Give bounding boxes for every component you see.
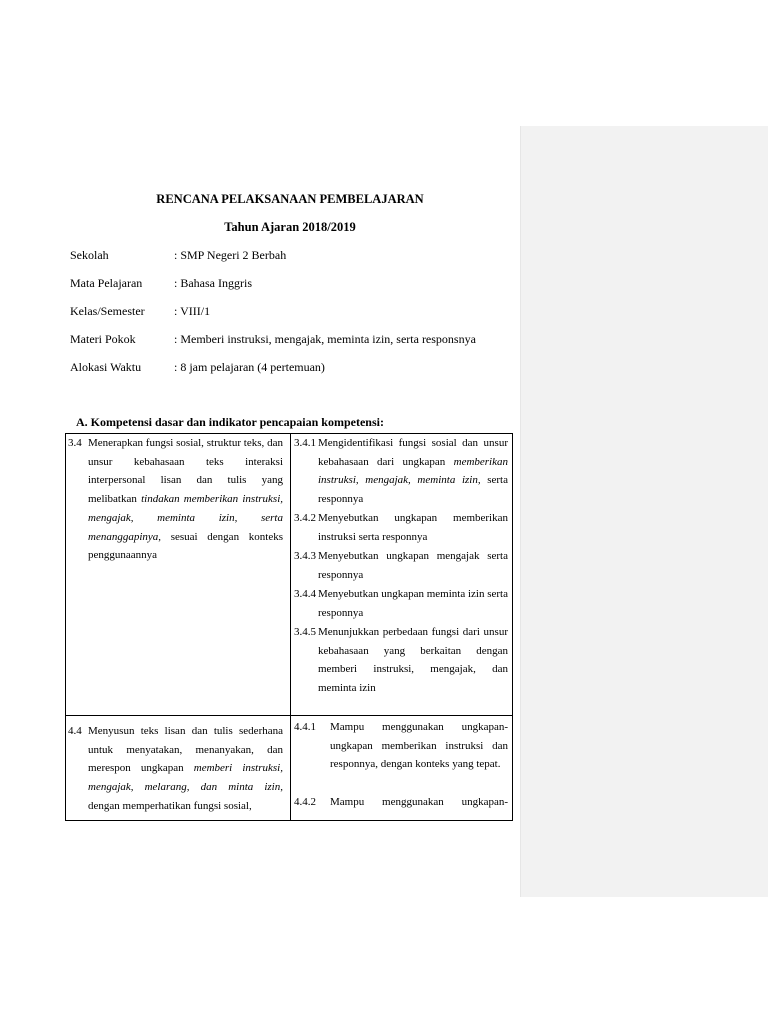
indicator-number: 4.4.2	[294, 796, 316, 808]
comment-pane	[520, 126, 768, 897]
info-value: : VIII/1	[174, 304, 211, 318]
indicator-text: Menyebutkan ungkapan mengajak serta responnya	[318, 550, 508, 581]
table-column-divider	[290, 434, 291, 820]
kd-text-italic: memberi instruksi, mengajak, melarang, dan minta izin	[88, 762, 283, 794]
indicator-text: Mampu menggunakan ungkapan-ungkapan memberikan instruksi dan responnya, dengan konteks yang tepat.	[330, 721, 508, 771]
indicator-number: 3.4.5	[294, 626, 316, 638]
kd-text-italic: tindakan memberikan instruksi, mengajak, meminta izin, serta menanggapinya	[88, 493, 283, 543]
indicator-text: Menunjukkan perbedaan fungsi dari unsur kebahasaan yang berkaitan dengan memberi instruksi, mengajak, dan meminta izin	[318, 626, 508, 695]
indicator-text-italic: memberikan instruksi, mengajak, meminta izin,	[318, 455, 508, 487]
indicator-number: 3.4.4	[294, 588, 316, 600]
kd-number: 4.4	[68, 725, 82, 737]
kd-text-part: Menerapkan fungsi sosial, struktur teks, dan unsur kebahasaan teks interaksi interpersonal lisan dan tulis yang melibatkan	[88, 437, 283, 506]
document-subtitle: Tahun Ajaran 2018/2019	[224, 220, 356, 234]
kd-text	[88, 434, 283, 565]
kd-number: 3.4	[68, 437, 82, 449]
indicator-number: 4.4.1	[294, 721, 316, 733]
kd-text-part: , sesuai dengan konteks penggunaannya	[88, 530, 283, 562]
table-row-divider	[66, 715, 512, 716]
indicator-text: Menyebutkan ungkapan meminta izin serta responnya	[318, 588, 508, 619]
indicator-number: 3.4.3	[294, 550, 316, 562]
info-label: Kelas/Semester	[70, 304, 145, 318]
competency-table	[65, 433, 513, 821]
document-title: RENCANA PELAKSANAAN PEMBELAJARAN	[156, 192, 424, 206]
section-heading-a: A. Kompetensi dasar dan indikator pencapaian kompetensi:	[76, 415, 384, 429]
kd-text-part: , dengan memperhatikan fungsi sosial,	[88, 781, 283, 812]
info-label: Sekolah	[70, 248, 109, 262]
indicator-text: Menyebutkan ungkapan memberikan instruksi serta responnya	[318, 512, 508, 543]
info-value: : SMP Negeri 2 Berbah	[174, 248, 287, 262]
indicator-number: 3.4.1	[294, 437, 316, 449]
indicator-number: 3.4.2	[294, 512, 316, 524]
info-label: Materi Pokok	[70, 332, 136, 346]
info-value: : Bahasa Inggris	[174, 276, 252, 290]
indicator-text: Mampu menggunakan ungkapan-	[330, 796, 508, 808]
info-value: : Memberi instruksi, mengajak, meminta izin, serta responsnya	[174, 332, 476, 346]
indicator-text-part: Mengidentifikasi fungsi sosial dan unsur kebahasaan dari ungkapan	[318, 437, 508, 468]
kd-text-part: Menyusun teks lisan dan tulis sederhana untuk menyatakan, menanyakan, dan merespon ungkapan	[88, 725, 283, 775]
info-label: Alokasi Waktu	[70, 360, 142, 374]
kd-text	[88, 722, 283, 818]
info-value: : 8 jam pelajaran (4 pertemuan)	[174, 360, 325, 374]
indicator-text-part: serta responnya	[318, 474, 508, 506]
info-label: Mata Pelajaran	[70, 276, 143, 290]
indicator-text	[318, 434, 508, 509]
